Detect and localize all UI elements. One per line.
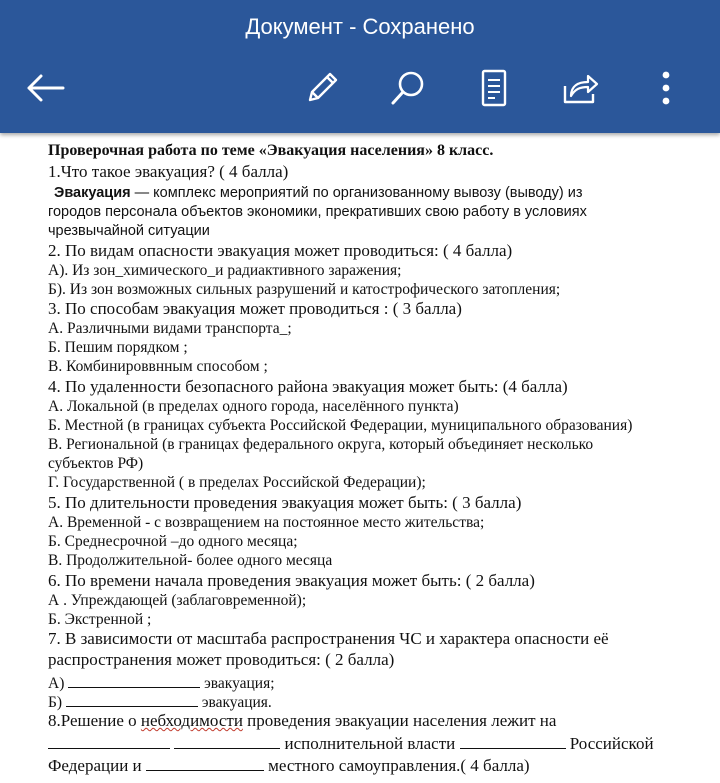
question-8-text-c: проведения эвакуации населения лежит на <box>242 711 557 730</box>
question-5: 5. По длительности проведения эвакуация может быть: ( 3 балла) <box>48 493 522 512</box>
definition-line-1 <box>54 185 583 201</box>
question-6: 6. По времени начала проведения эвакуация может быть: ( 2 балла) <box>48 571 535 590</box>
fill-blank <box>174 734 280 749</box>
misspelled-word: небходимости <box>140 711 243 730</box>
answer-7b-tail: эвакуация. <box>201 694 272 711</box>
answer-5c: В. Продолжительной- более одного месяца <box>48 552 333 569</box>
question-3: 3. По способам эвакуация может проводиться : ( 3 балла) <box>48 299 462 318</box>
definition-line-2: городов персонала объектов экономики, прекративших свою работу в условиях <box>48 204 587 220</box>
fill-blank <box>460 734 566 749</box>
answer-3b: Б. Пешим порядком ; <box>48 339 188 356</box>
question-4: 4. По удаленности безопасного района эвакуация может быть: (4 балла) <box>48 377 568 396</box>
answer-4d: Г. Государственной ( в пределах Российской Федерации); <box>48 474 426 491</box>
answer-7a-tail: эвакуация; <box>204 675 275 692</box>
question-8-text-a: 8.Решение о <box>48 711 141 730</box>
answer-2a: А). Из зон_химического_и радиактивного заражения; <box>48 262 402 279</box>
definition-line-3: чрезвычайной ситуации <box>48 223 210 239</box>
answer-2b: Б). Из зон возможных сильных разрушений и катострофического затопления; <box>48 281 561 298</box>
question-8-text-f: Федерации и <box>48 756 142 775</box>
reading-view-icon <box>479 68 509 108</box>
definition-text: — комплекс мероприятий по организованному вывозу (выводу) из <box>130 185 583 201</box>
answer-7a-label: А) <box>48 675 65 692</box>
share-button[interactable] <box>556 64 604 112</box>
question-8-text-g: местного самоуправления.( 4 балла) <box>268 756 530 775</box>
app-toolbar <box>0 0 720 133</box>
answer-6b: Б. Экстренной ; <box>48 611 152 628</box>
edit-button[interactable] <box>298 64 346 112</box>
answer-4a: А. Локальной (в пределах одного города, населённого пункта) <box>48 398 459 415</box>
search-button[interactable] <box>384 64 432 112</box>
question-8-text-d: исполнительной власти <box>284 734 456 753</box>
definition-term: Эвакуация <box>54 185 131 201</box>
answer-4b: Б. Местной (в границах субъекта Российской Федерации, муниципального образования) <box>48 417 633 434</box>
answer-4c-line-1: В. Региональной (в границах федерального округа, который объединяет несколько <box>48 436 594 453</box>
answer-3a: А. Различными видами транспорта_; <box>48 320 292 337</box>
fill-blank <box>68 673 200 688</box>
answer-7b <box>48 692 272 712</box>
fill-blank <box>66 692 198 707</box>
more-options-button[interactable] <box>642 64 690 112</box>
answer-7a <box>48 673 275 693</box>
answer-4c-line-2: субъектов РФ) <box>48 455 144 472</box>
answer-7b-label: Б) <box>48 694 63 711</box>
back-arrow-icon <box>26 73 66 103</box>
back-button[interactable] <box>22 64 70 112</box>
question-8-line-2 <box>48 734 654 754</box>
search-icon <box>388 68 428 108</box>
document-title: Документ - Сохранено <box>245 14 475 39</box>
question-7-line-1: 7. В зависимости от масштаба распространения ЧС и характера опасности её <box>48 629 609 648</box>
edit-pencil-icon <box>302 68 342 108</box>
question-1: 1.Что такое эвакуация? ( 4 балла) <box>48 162 289 181</box>
question-8-text-e: Российской <box>569 734 654 753</box>
more-vertical-icon <box>660 68 672 108</box>
question-2: 2. По видам опасности эвакуация может проводиться: ( 4 балла) <box>48 241 513 260</box>
reading-view-button[interactable] <box>470 64 518 112</box>
share-icon <box>560 68 600 108</box>
question-8-line-1 <box>48 711 556 731</box>
fill-blank <box>48 734 170 749</box>
answer-5a: А. Временной - с возвращением на постоянное место жительства; <box>48 514 485 531</box>
fill-blank <box>146 756 264 771</box>
page-heading: Проверочная работа по теме «Эвакуация населения» 8 класс. <box>48 142 494 159</box>
answer-3c: В. Комбинироввнным способом ; <box>48 358 268 375</box>
question-8-line-3 <box>48 756 530 776</box>
question-7-line-2: распространения может проводиться: ( 2 балла) <box>48 650 395 669</box>
answer-6a: А . Упреждающей (заблаговременной); <box>48 592 307 609</box>
answer-5b: Б. Среднесрочной –до одного месяца; <box>48 533 298 550</box>
